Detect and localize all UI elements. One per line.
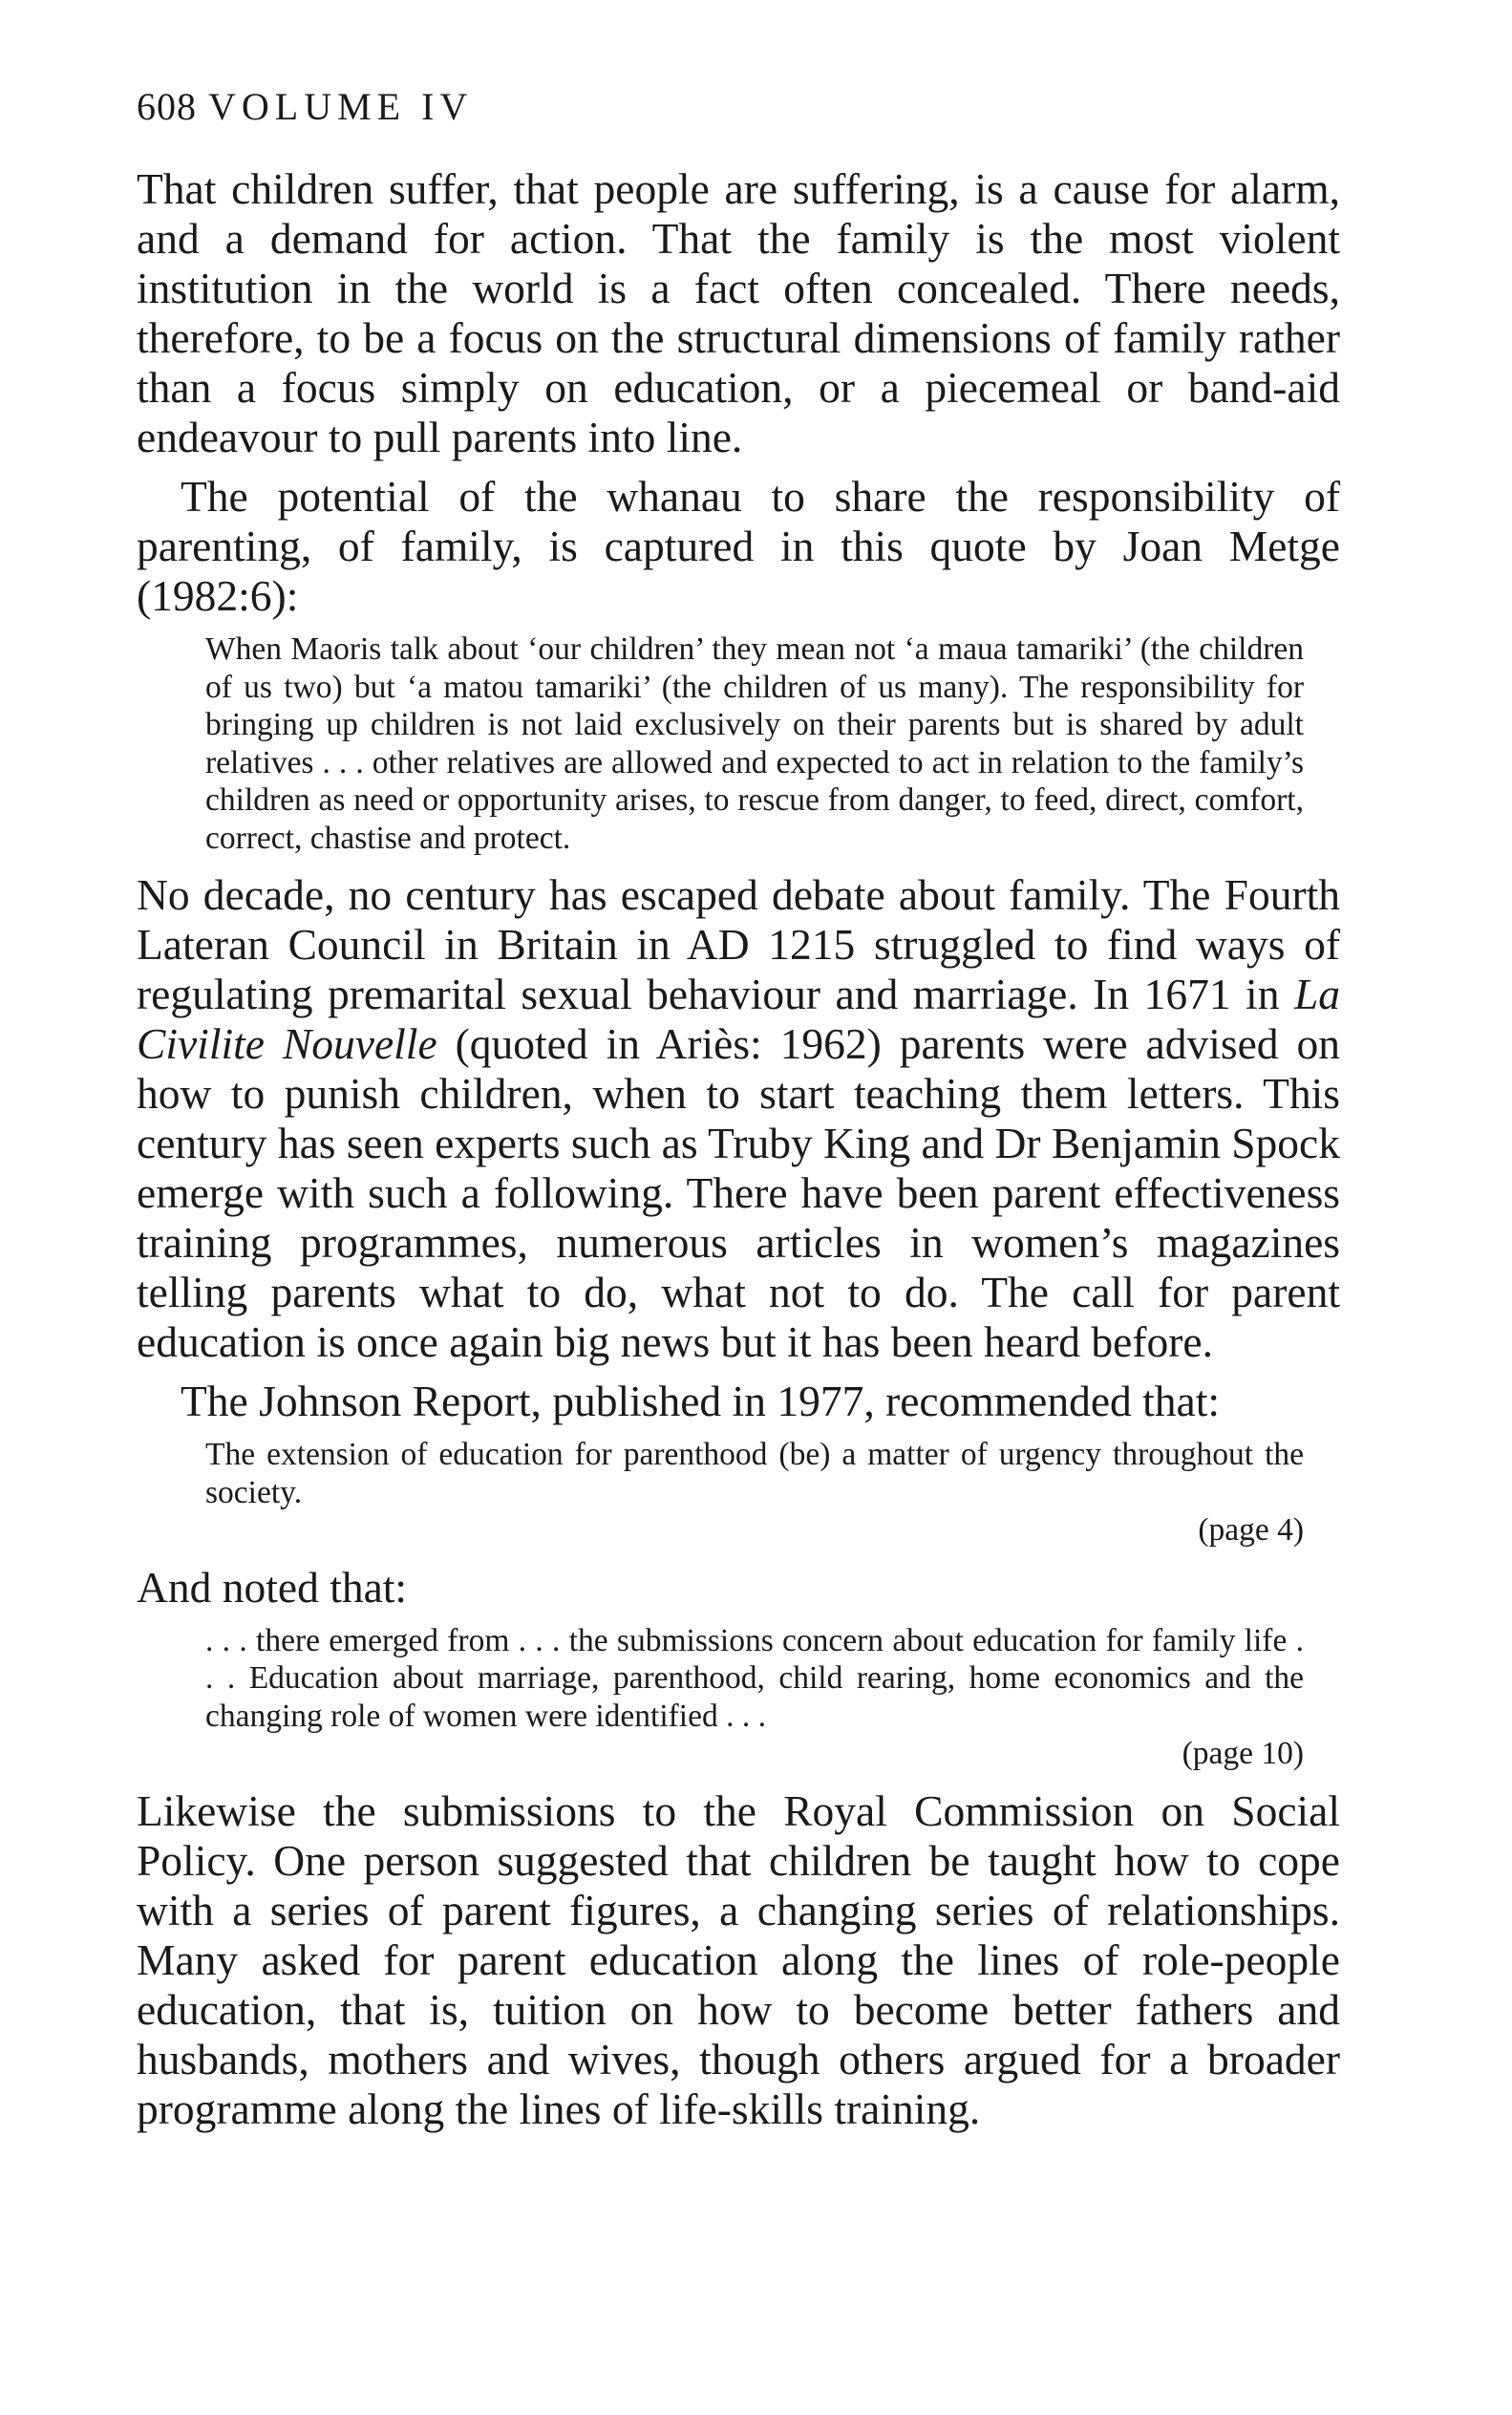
page-number: 608 (137, 85, 197, 128)
paragraph-6: Likewise the submissions to the Royal Commission on Social Policy. One person suggested that children be taught how to cope with a series of parent figures, a changing series of relationships. Many asked for parent education along the lines of role-people education, that is, tuition on how to become better fathers and husbands, mothers and wives, though others argued for a broader programme along the lines of life-skills training. (137, 1785, 1340, 2133)
paragraph-1: That children suffer, that people are suffering, is a cause for alarm, and a demand for action. That the family is the most violent institution in the world is a fact often concealed. There needs, therefore, to be a focus on the structural dimensions of family rather than a focus simply on education, or a piecemeal or band-aid endeavour to pull parents into line. (137, 164, 1340, 461)
block-quote-johnson-1 (205, 1436, 1304, 1549)
block-quote-johnson-2 (205, 1622, 1304, 1773)
block-quote-johnson-2-text: . . . there emerged from . . . the submissions concern about education for family life . . . Education about marriage, parenthood, child rearing, home economics and the changing role of women were identified . . . (205, 1622, 1304, 1734)
paragraph-3-part-b: (quoted in Ariès: 1962) parents were advised on how to punish children, when to start teaching them letters. This century has seen experts such as Truby King and Dr Benjamin Spock emerge with such a following. There have been parent effectiveness training programmes, numerous articles in women’s magazines telling parents what to do, what not to do. The call for parent education is once again big news but it has been heard before. (137, 1019, 1340, 1366)
paragraph-3 (137, 870, 1340, 1367)
page-body (137, 164, 1340, 2134)
paragraph-5: And noted that: (137, 1562, 408, 1612)
book-title-la-civilite-nouvelle: La Civilite Nouvelle (137, 970, 1340, 1068)
paragraph-2: The potential of the whanau to share the responsibility of parenting, of family, is captured in this quote by Joan Metge (1982:6): (137, 472, 1340, 620)
block-quote-johnson-1-text: The extension of education for parenthood (be) a matter of urgency throughout the society. (205, 1437, 1304, 1510)
paragraph-3-part-a: No decade, no century has escaped debate about family. The Fourth Lateran Council in Britain in AD 1215 struggled to find ways of regulating premarital sexual behaviour and marriage. In 1671 in (137, 870, 1340, 1018)
running-header (137, 85, 474, 128)
page-reference-4: (page 4) (1198, 1512, 1304, 1548)
paragraph-4: The Johnson Report, published in 1977, recommended that: (181, 1377, 1221, 1425)
block-quote-metge: When Maoris talk about ‘our children’ they mean not ‘a maua tamariki’ (the children of us two) but ‘a matou tamariki’ (the children of us many). The responsibility for bringing up children is not laid exclusively on their parents but is shared by adult relatives . . . other relatives are allowed and expected to act in relation to the family’s children as need or opportunity arises, to rescue from danger, to feed, direct, comfort, correct, chastise and protect. (205, 631, 1304, 856)
running-title: VOLUME IV (208, 85, 474, 128)
page-reference-10: (page 10) (1182, 1736, 1304, 1771)
